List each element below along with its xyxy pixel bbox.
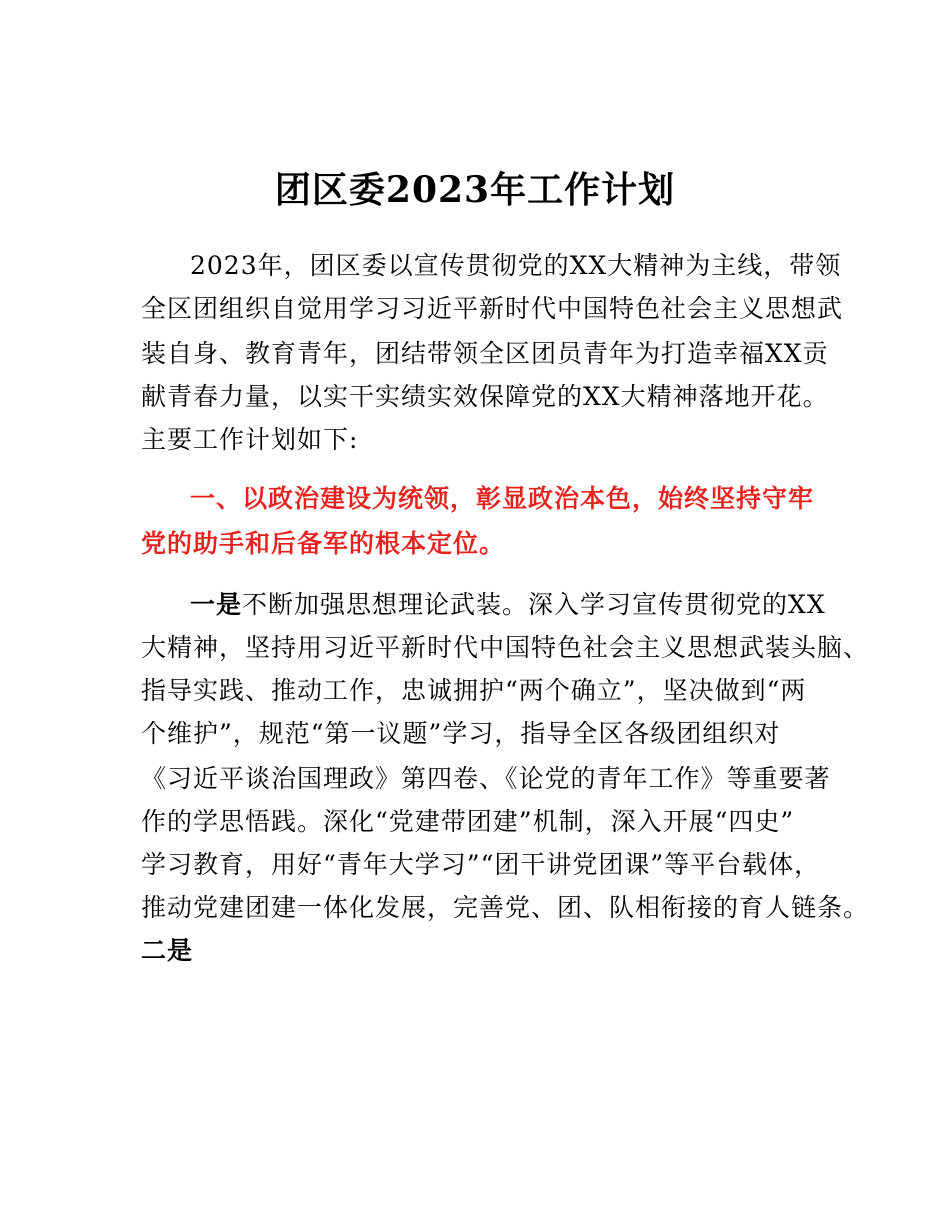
item1-first-line bbox=[190, 587, 826, 623]
intro-line-3: 装自身、教育青年，团结带领全区团员青年为打造幸福XX贡 bbox=[141, 339, 829, 368]
section-heading-line-1: 一、以政治建设为统领，彰显政治本色，始终坚持守牢 bbox=[190, 484, 815, 513]
item2-lead: 二是 bbox=[141, 936, 194, 965]
item1-first-line-text: 不断加强思想理论武装。深入学习宣传贯彻党的XX bbox=[242, 590, 826, 619]
document-title: 团区委2023年工作计划 bbox=[274, 169, 676, 211]
item1-line-2: 大精神，坚持用习近平新时代中国特色社会主义思想武装头脑、 bbox=[141, 633, 870, 662]
intro-line-5: 主要工作计划如下: bbox=[141, 425, 359, 454]
item1-line-3: 指导实践、推动工作，忠诚拥护“两个确立”，坚决做到“两 bbox=[141, 676, 807, 705]
item1-line-4: 个维护”，规范“第一议题”学习，指导全区各级团组织对 bbox=[141, 719, 781, 748]
item1-line-6: 作的学思悟践。深化“党建带团建”机制，深入开展“四史” bbox=[141, 807, 795, 836]
intro-line-1: 2023年，团区委以宣传贯彻党的XX大精神为主线，带领 bbox=[190, 251, 842, 280]
intro-line-2: 全区团组织自觉用学习习近平新时代中国特色社会主义思想武 bbox=[141, 294, 844, 323]
item1-line-7: 学习教育，用好“青年大学习”“团干讲党团课”等平台载体， bbox=[141, 850, 821, 879]
item1-line-8: 推动党建团建一体化发展，完善党、团、队相衔接的育人链条。 bbox=[141, 893, 870, 922]
item1-lead: 一是 bbox=[190, 590, 243, 619]
intro-line-4: 献青春力量，以实干实绩实效保障党的XX大精神落地开花。 bbox=[141, 382, 829, 411]
section-heading-line-2: 党的助手和后备军的根本定位。 bbox=[141, 529, 506, 558]
item1-line-5: 《习近平谈治国理政》第四卷、《论党的青年工作》等重要著 bbox=[141, 764, 831, 793]
